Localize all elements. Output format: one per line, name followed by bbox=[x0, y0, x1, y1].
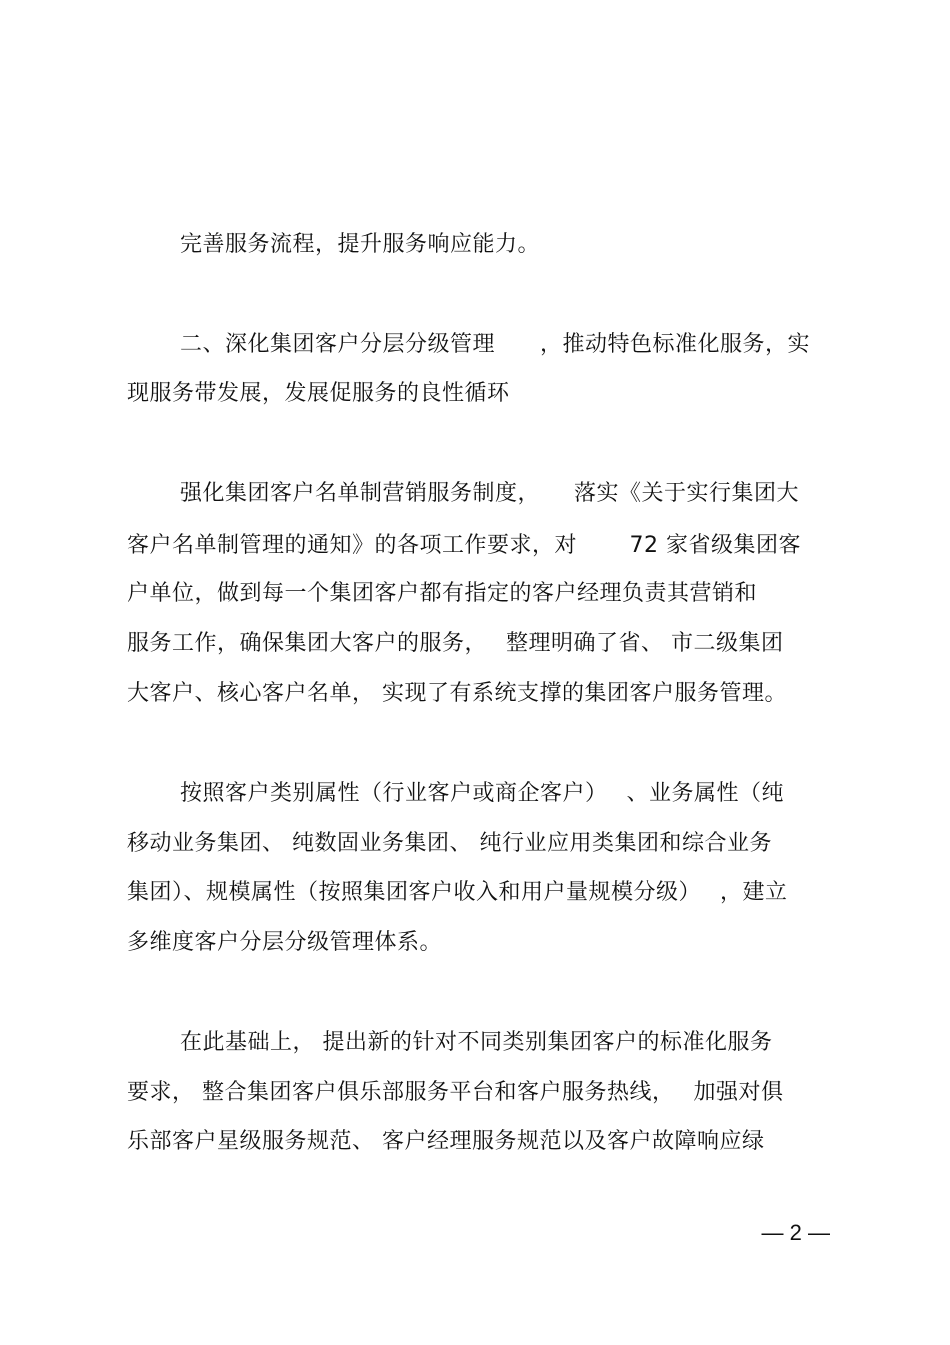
text-line: 客户名单制管理的通知》的各项工作要求，对 72 家省级集团客 bbox=[127, 533, 801, 558]
text-line: 移动业务集团、 纯数固业务集团、 纯行业应用类集团和综合业务 bbox=[127, 831, 772, 856]
text-line: 多维度客户分层分级管理体系。 bbox=[127, 930, 443, 955]
text-line: 户单位，做到每一个集团客户都有指定的客户经理负责其营销和 bbox=[127, 581, 758, 606]
text-line: 完善服务流程，提升服务响应能力。 bbox=[180, 232, 541, 257]
text-line: 按照客户类别属性（行业客户或商企客户） 、业务属性（纯 bbox=[180, 781, 784, 806]
text-line: 强化集团客户名单制营销服务制度， 落实《关于实行集团大 bbox=[180, 481, 800, 506]
section-heading-line: 二、深化集团客户分层分级管理 ，推动特色标准化服务，实 bbox=[180, 332, 811, 357]
text-line: 在此基础上， 提出新的针对不同类别集团客户的标准化服务 bbox=[180, 1030, 773, 1055]
text-line: 大客户、核心客户名单， 实现了有系统支撑的集团客户服务管理。 bbox=[127, 681, 787, 706]
text-line: 乐部客户星级服务规范、 客户经理服务规范以及客户故障响应绿 bbox=[127, 1129, 765, 1154]
section-heading-line: 现服务带发展，发展促服务的良性循环 bbox=[127, 381, 510, 406]
page-number: — 2 — bbox=[761, 1220, 830, 1245]
text-line: 服务工作，确保集团大客户的服务， 整理明确了省、 市二级集团 bbox=[127, 631, 784, 656]
text-line: 要求， 整合集团客户俱乐部服务平台和客户服务热线， 加强对俱 bbox=[127, 1080, 784, 1105]
text-line: 集团）、规模属性（按照集团客户收入和用户量规模分级） ，建立 bbox=[127, 880, 788, 905]
